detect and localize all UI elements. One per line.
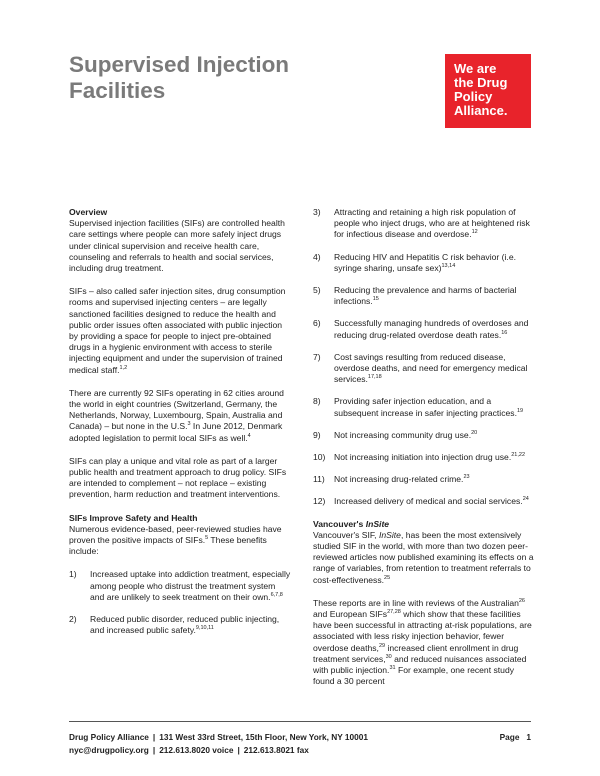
logo-line-3: Policy [454,89,493,104]
p2-text: SIFs – also called safer injection sites, drug consumption rooms and supervised injecting centers – are legally sanctioned facilities designed to reduce the health and public order issues often associated with public injection by providing a space for people to inject pre-obtained drugs in a hygienic environment with access to sterile injecting equipment and under the supervision of trained medical staff. [69,286,286,375]
footnote-ref: 27,28 [387,609,401,616]
footnote-ref: 17,18 [367,374,382,381]
list-item [313,252,535,274]
footer-line-1 [69,732,368,743]
p7f-text: For example, one recent study found a 30 percent [313,665,515,687]
document-title [69,52,289,104]
p5-text: Numerous evidence-based, peer-reviewed studies have proven the positive impacts of SIFs. [69,523,282,546]
list-item-text: Cost savings resulting from reduced disease, overdose deaths, and need for emergency medical services. [334,351,528,385]
list-number: 7) [313,351,321,362]
overview-paragraph-3 [69,388,291,444]
list-item [69,569,291,603]
footer-fax: 212.613.8021 fax [243,745,309,755]
separator: | [152,732,156,742]
p6b-text: , has been the most extensively studied SIF in the world, with more than two dozen peer-reviewed articles now published examining its effects on a range of variables, from retention to treatment referrals to cost-effectiveness. [313,529,534,585]
footnote-ref: 9,10,11 [195,625,214,632]
p3b-text: In June 2012, Denmark adopted legislation to permit local SIFs as well. [69,421,283,443]
list-number: 1) [69,569,77,580]
safety-heading: SIFs Improve Safety and Health [69,512,198,523]
list-item-text: Successfully managing hundreds of overdoses and reducing drug-related overdose death rates. [334,318,529,340]
list-number: 12) [313,496,326,507]
footer-email: nyc@drugpolicy.org [69,745,149,755]
footer-voice: 212.613.8020 voice [159,745,234,755]
page-number [500,732,531,742]
logo-line-4: Alliance. [454,103,508,118]
list-item-text: Reducing the prevalence and harms of bacterial infections. [334,285,517,307]
separator: | [237,745,240,755]
list-number: 8) [313,396,321,407]
dpa-logo [445,54,531,128]
footnote-ref: 29 [378,642,386,649]
footnote-ref: 24 [522,496,529,503]
list-number: 3) [313,207,321,217]
list-number: 4) [313,251,321,262]
list-item-text: Increased uptake into addiction treatment, especially among people who distrust the treatment system and are unlikely to seek treatment on their own. [90,569,291,602]
logo-line-1: We are [454,61,497,76]
list-text [334,252,535,274]
list-text [334,474,535,485]
footnote-ref: 4 [247,432,251,439]
list-item-text: Reducing HIV and Hepatitis C risk behavior (i.e. syringe sharing, unsafe sex) [334,251,516,273]
list-item-text: Attracting and retaining a high risk population of people who inject drugs, who are at heightened risk for infectious disease and overdose. [334,207,530,240]
p3a-text: There are currently 92 SIFs operating in 62 cities around the world in eight countries (Switzerland, Germany, the Netherlands, Norway, Luxembourg, Spain, Australia and Canada) – but none in the U.S. [69,387,284,432]
footnote-ref: 13,14 [441,262,456,269]
overview-paragraph-2 [69,286,291,376]
left-column [69,207,291,648]
list-number: 11) [313,474,325,485]
list-item [313,430,535,441]
list-item-text: Not increasing drug-related crime. [334,474,464,485]
title-line-1: Supervised Injection [69,52,290,77]
list-text [334,430,535,441]
list-text [334,318,535,340]
list-text [334,396,535,418]
footnote-ref: 26 [518,598,525,605]
list-item [313,207,535,241]
footnote-ref: 12 [471,229,478,236]
footer-divider [69,721,531,722]
list-item [313,496,535,507]
list-item-text: Increased delivery of medical and social services. [334,496,523,507]
vancouver-paragraph-1 [313,530,535,586]
footnote-ref: 6,7,8 [270,592,283,599]
footnote-ref: 15 [372,296,379,303]
list-text [334,207,535,241]
page-label: Page [499,732,520,742]
list-item [313,352,535,386]
overview-paragraph-4: SIFs can play a unique and vital role as part of a larger public health and treatment approach to drug policy. SIFs are intended to complement – not replace – existing prevention, harm reduction and treatment interventions. [69,455,287,500]
footnote-ref: 1,2 [119,364,128,371]
footnote-ref: 25 [384,574,391,581]
list-text [334,285,535,307]
list-text [334,496,535,507]
list-text [90,569,291,603]
list-number: 9) [313,429,321,440]
right-column [313,207,535,700]
footnote-ref: 30 [385,654,392,661]
list-item-text: Reduced public disorder, reduced public injecting, and increased public safety. [90,614,280,636]
overview-paragraph-1: Supervised injection facilities (SIFs) are controlled health care settings where people can more safely inject drugs under clinical supervision and receive health care, counseling and referrals to health and social services, including drug treatment. [69,218,285,274]
list-item-text: Providing safer injection education, and a subsequent increase in safer injecting practices. [334,396,517,418]
footnote-ref: 16 [501,329,508,336]
footer-address: 131 West 33rd Street, 15th Floor, New York, NY 10001 [159,732,368,742]
footnote-ref: 31 [389,665,396,672]
separator: | [152,745,156,755]
insite-name: InSite [365,518,390,529]
p6a-text: Vancouver's SIF, [313,529,379,540]
footnote-ref: 23 [463,474,470,481]
logo-line-2: the Drug [454,75,508,90]
vancouver-paragraph-2 [313,598,535,688]
p7b-text: and European SIFs [313,609,388,620]
list-number: 10) [313,452,326,463]
list-text [90,614,291,636]
list-item [313,452,535,463]
p7d-text: increased client enrollment in drug treatment services, [313,642,519,664]
page-num: 1 [526,732,531,742]
list-number: 2) [69,614,77,625]
p7c-text: which show that these facilities have been successful in attracting at-risk populations, are associated with less risky injection behavior, fewer overdose deaths, [313,609,532,653]
vancouver-heading-text: Vancouver's [313,518,366,529]
list-number: 5) [313,285,321,296]
vancouver-heading [313,519,535,530]
p5b-text: These benefits include: [69,535,267,557]
list-text [334,352,535,386]
list-item [313,396,535,418]
p7e-text: and reduced nuisances associated with public injection. [313,653,527,676]
footnote-ref: 5 [205,535,209,542]
footer-org: Drug Policy Alliance [69,732,149,742]
list-item-text: Not increasing community drug use. [334,429,472,440]
list-item [69,614,291,636]
list-item [313,318,535,340]
p7a-text: These reports are in line with reviews of the Australian [313,597,519,608]
insite-name: InSite [378,529,401,540]
overview-heading: Overview [69,207,108,217]
footnote-ref: 21,22 [511,452,525,459]
list-item-text: Not increasing initiation into injection drug use. [334,452,512,463]
title-line-2: Facilities [69,78,166,103]
footnote-ref: 19 [516,407,524,414]
list-text [334,452,535,463]
footer-line-2 [69,745,309,756]
footnote-ref: 3 [187,421,191,428]
list-number: 6) [313,318,321,329]
list-item [313,285,535,307]
safety-paragraph [69,524,291,558]
footnote-ref: 20 [471,429,478,436]
list-item [313,474,535,485]
